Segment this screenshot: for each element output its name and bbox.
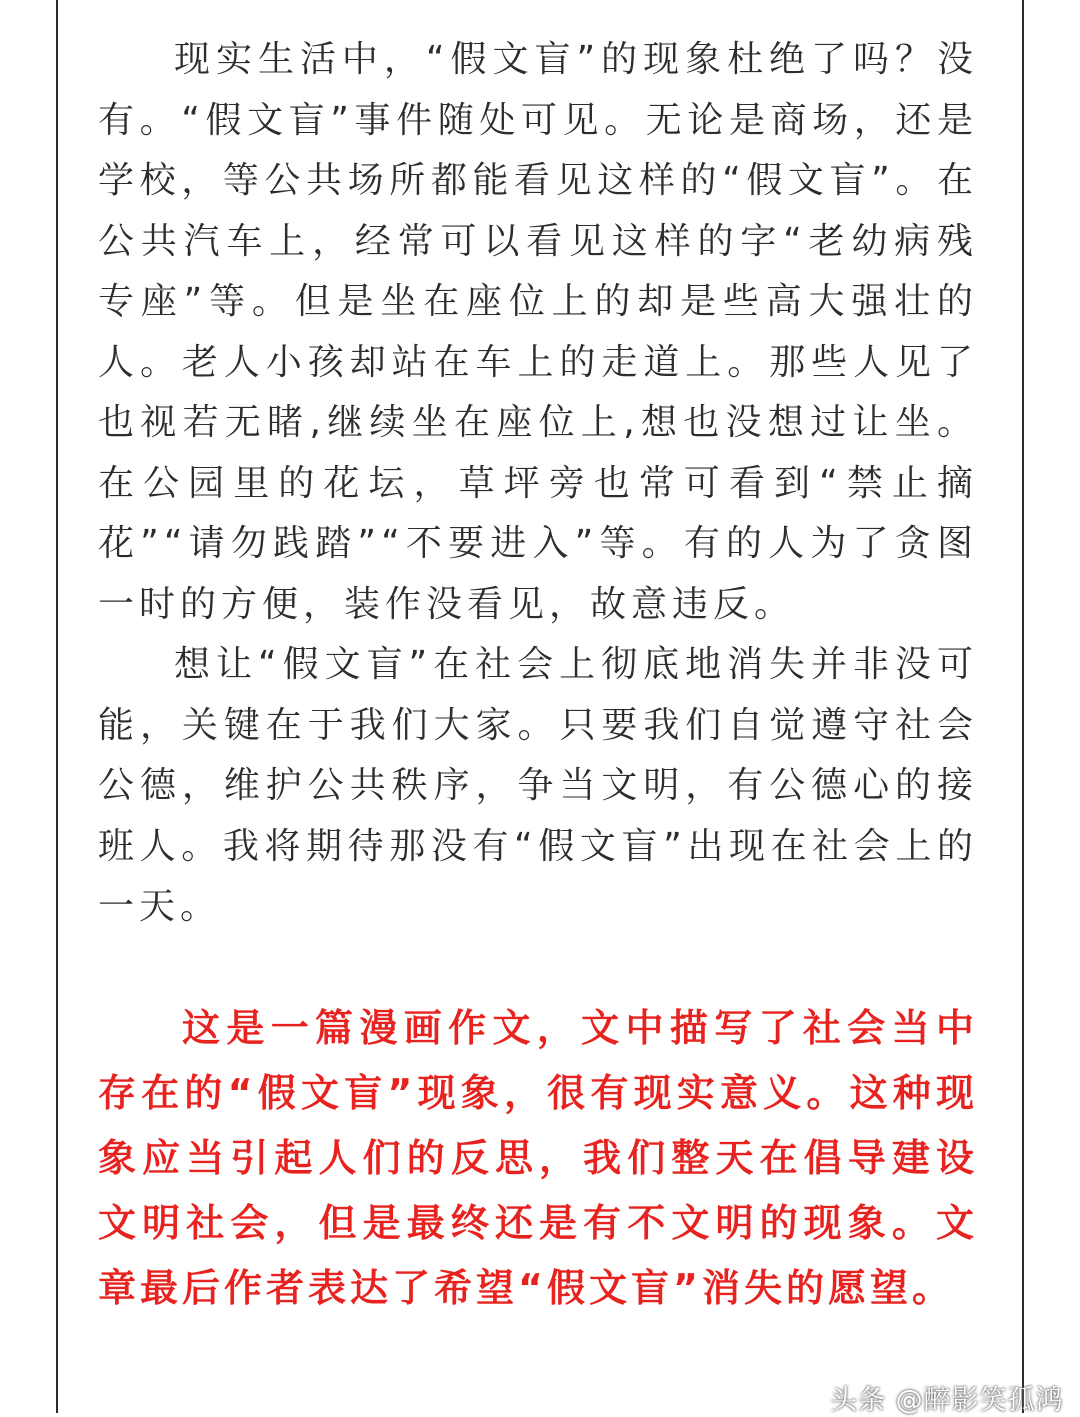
left-border-line	[56, 0, 58, 1413]
essay-paragraph-2: 想让“假文盲”在社会上彻底地消失并非没可能，关键在于我们大家。只要我们自觉遵守社会公德，维护公共秩序，争当文明，有公德心的接班人。我将期待那没有“假文盲”出现在社会上的一天。	[98, 644, 978, 927]
essay-paragraph-1: 现实生活中，“假文盲”的现象杜绝了吗？没有。“假文盲”事件随处可见。无论是商场，还是学校，等公共场所都能看见这样的“假文盲”。在公共汽车上，经常可以看见这样的字“老幼病残专座”等。但是坐在座位上的却是些高大强壮的人。老人小孩却站在车上的走道上。那些人见了也视若无睹,继续坐在座位上,想也没想过让坐。在公园里的花坛，草坪旁也常可看到“禁止摘花”“请勿践踏”“不要进入”等。有的人为了贪图一时的方便，装作没看见，故意违反。	[98, 39, 978, 625]
essay-body	[98, 30, 978, 938]
right-border-line	[1022, 0, 1024, 1413]
teacher-commentary: 这是一篇漫画作文，文中描写了社会当中存在的“假文盲”现象，很有现实意义。这种现象应当引起人们的反思，我们整天在倡导建设文明社会，但是最终还是有不文明的现象。文章最后作者表达了希望“假文盲”消失的愿望。	[98, 1006, 978, 1310]
watermark: 头条 @醉影笑孤鸿	[830, 1385, 1064, 1416]
